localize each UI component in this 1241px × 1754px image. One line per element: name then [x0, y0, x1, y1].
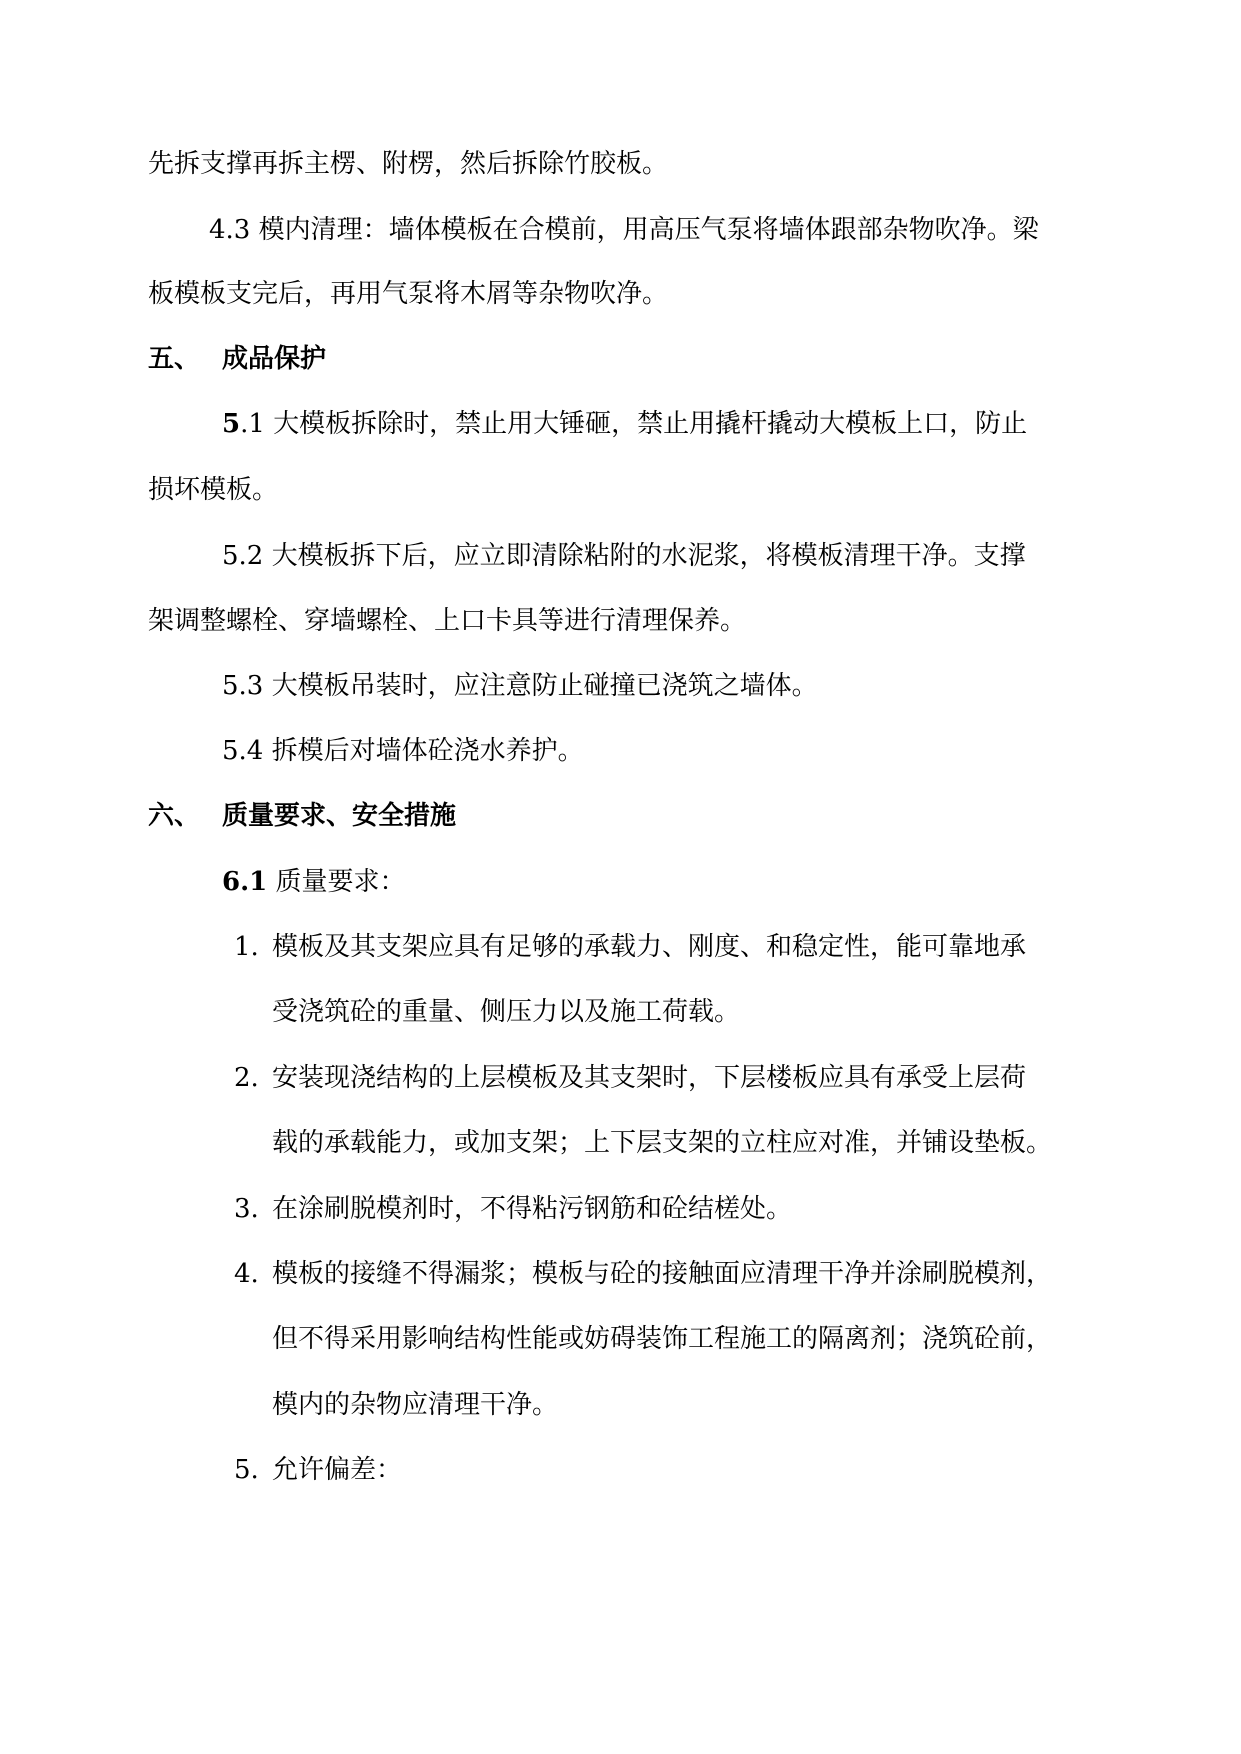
list-item-number: 2. — [234, 1063, 259, 1093]
list-item-text: 安装现浇结构的上层模板及其支架时，下层楼板应具有承受上层荷 — [272, 1063, 1027, 1093]
paragraph-line: 先拆支撑再拆主楞、附楞，然后拆除竹胶板。 — [148, 149, 669, 179]
paragraph-line — [222, 408, 1027, 440]
subsection-heading — [222, 866, 406, 898]
section-heading: 成品保护 — [222, 344, 327, 374]
paragraph-text: .1 大模板拆除时，禁止用大锤砸，禁止用撬杆撬动大模板上口，防止 — [240, 409, 1028, 439]
clause-number: 6.1 — [222, 867, 268, 897]
subsection-label: 质量要求： — [267, 867, 406, 897]
list-item-text: 模板的接缝不得漏浆；模板与砼的接触面应清理干净并涂刷脱模剂， — [272, 1259, 1053, 1289]
paragraph-line: 5.2 大模板拆下后，应立即清除粘附的水泥浆，将模板清理干净。支撑 — [222, 541, 1026, 571]
list-item-text: 载的承载能力，或加支架；上下层支架的立柱应对准，并铺设垫板。 — [272, 1128, 1053, 1158]
list-item-text: 但不得采用影响结构性能或妨碍装饰工程施工的隔离剂；浇筑砼前， — [272, 1324, 1053, 1354]
list-item-text: 受浇筑砼的重量、侧压力以及施工荷载。 — [272, 997, 741, 1027]
paragraph-line: 板模板支完后，再用气泵将木屑等杂物吹净。 — [148, 279, 669, 309]
section-number: 六、 — [148, 801, 201, 831]
list-item-number: 3. — [234, 1194, 259, 1224]
paragraph-line: 4.3 模内清理：墙体模板在合模前，用高压气泵将墙体跟部杂物吹净。梁 — [209, 215, 1039, 245]
list-item-number: 4. — [234, 1259, 259, 1289]
section-number: 五、 — [148, 344, 201, 374]
list-item-text: 允许偏差： — [272, 1455, 403, 1485]
list-item-text: 模板及其支架应具有足够的承载力、刚度、和稳定性，能可靠地承 — [272, 932, 1027, 962]
paragraph-line: 损坏模板。 — [148, 475, 279, 505]
paragraph-line: 5.4 拆模后对墙体砼浇水养护。 — [222, 736, 584, 766]
list-item-number: 5. — [234, 1455, 259, 1485]
section-heading: 质量要求、安全措施 — [222, 801, 457, 831]
clause-number: 5 — [222, 409, 241, 439]
paragraph-line: 架调整螺栓、穿墙螺栓、上口卡具等进行清理保养。 — [148, 606, 747, 636]
list-item-text: 模内的杂物应清理干净。 — [272, 1390, 559, 1420]
paragraph-line: 5.3 大模板吊装时，应注意防止碰撞已浇筑之墙体。 — [222, 671, 818, 701]
list-item-text: 在涂刷脱模剂时，不得粘污钢筋和砼结槎处。 — [272, 1194, 793, 1224]
list-item-number: 1. — [234, 932, 259, 962]
